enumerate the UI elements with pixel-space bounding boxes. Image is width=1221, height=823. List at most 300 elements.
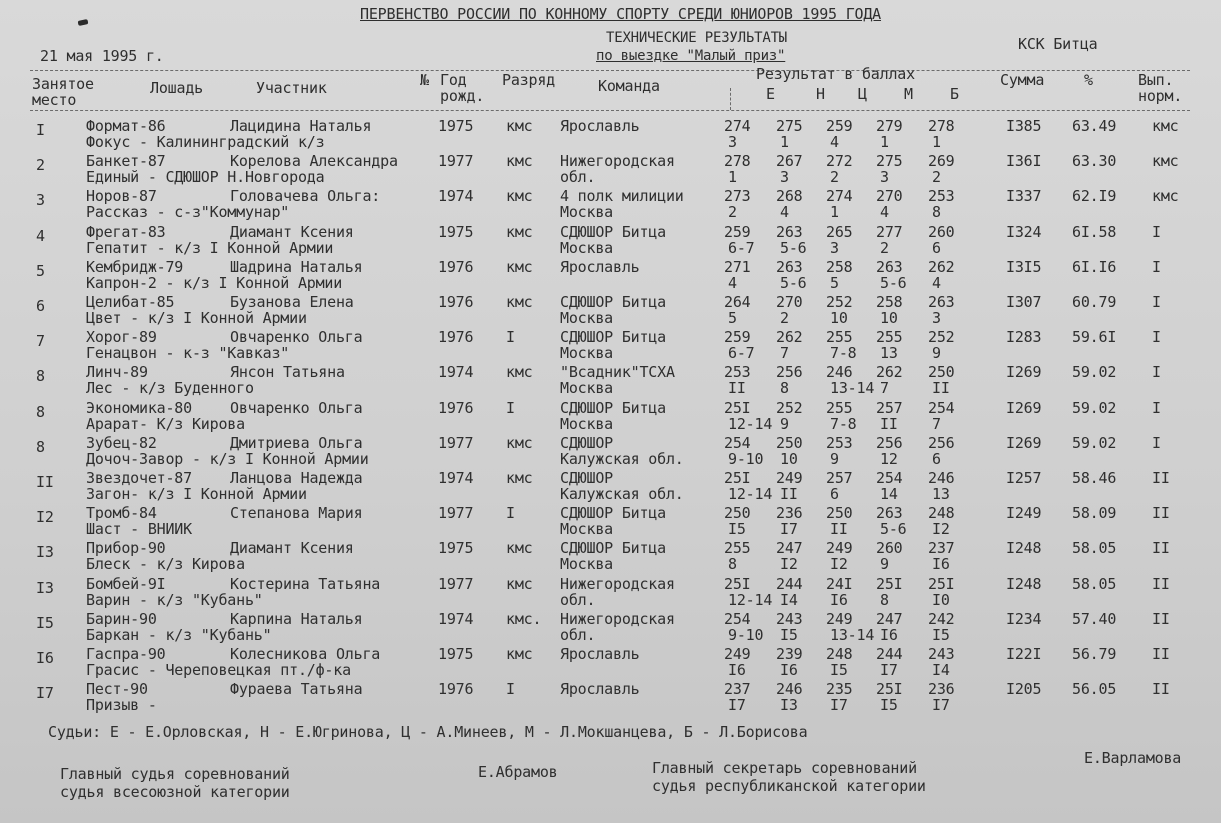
row-place: 8 bbox=[36, 403, 45, 421]
judge-score: 24I bbox=[826, 575, 853, 593]
judge-score: 249 bbox=[724, 645, 751, 663]
col-rank-header: Разряд bbox=[502, 71, 555, 89]
judge-score: 237 bbox=[928, 539, 955, 557]
row-place: 3 bbox=[36, 191, 45, 209]
header-bottom-rule bbox=[30, 110, 1190, 111]
judge-score: 274 bbox=[826, 187, 853, 205]
row-rank: I bbox=[506, 328, 515, 346]
secretary-category: судья республиканской категории bbox=[652, 777, 926, 795]
judge-place: 3 bbox=[780, 168, 789, 186]
row-team: СДЮШОР Битца bbox=[560, 328, 666, 346]
judge-place: 13 bbox=[932, 485, 950, 503]
judge-score: 249 bbox=[776, 469, 803, 487]
chief-judge-name: Е.Абрамов bbox=[478, 763, 558, 781]
judge-score: 25I bbox=[724, 399, 751, 417]
row-team: Нижегородская bbox=[560, 152, 675, 170]
judge-place: 10 bbox=[780, 450, 798, 468]
judge-place: 4 bbox=[728, 274, 737, 292]
judge-score: 246 bbox=[826, 363, 853, 381]
judge-score: 274 bbox=[724, 117, 751, 135]
judge-score: 271 bbox=[724, 258, 751, 276]
judge-place: II bbox=[932, 379, 950, 397]
judges-line: Судьи: Е - Е.Орловская, Н - Е.Югринова, Ц - А.Минеев, М - Л.Мокшанцева, Б - Л.Борисова bbox=[48, 723, 808, 741]
row-year: 1977 bbox=[438, 575, 474, 593]
row-team: СДЮШОР Битца bbox=[560, 293, 666, 311]
row-sum: I248 bbox=[1006, 539, 1042, 557]
row-breeding: Варин - к/з "Кубань" bbox=[86, 591, 263, 609]
judge-place: I2 bbox=[932, 520, 950, 538]
row-horse: Прибор-90 bbox=[86, 539, 166, 557]
judge-place: 3 bbox=[932, 309, 941, 327]
document-date: 21 мая 1995 г. bbox=[40, 47, 164, 65]
row-horse: Банкет-87 bbox=[86, 152, 166, 170]
row-horse: Целибат-85 bbox=[86, 293, 175, 311]
judge-place: 7-8 bbox=[830, 415, 857, 433]
row-pct: 63.49 bbox=[1072, 117, 1117, 135]
row-place: I5 bbox=[36, 614, 54, 632]
judge-score: 255 bbox=[826, 399, 853, 417]
judge-score: 249 bbox=[826, 539, 853, 557]
row-pct: 59.02 bbox=[1072, 399, 1117, 417]
row-rider: Лацидина Наталья bbox=[230, 117, 372, 135]
judge-place: 9-10 bbox=[728, 626, 764, 644]
judge-score: 256 bbox=[928, 434, 955, 452]
row-breeding: Рассказ - с-з"Коммунар" bbox=[86, 203, 290, 221]
row-pct: 59.6I bbox=[1072, 328, 1117, 346]
judge-score: 244 bbox=[776, 575, 803, 593]
row-team-line2: Калужская обл. bbox=[560, 450, 684, 468]
judge-place: 12-14 bbox=[728, 415, 773, 433]
judge-score: 262 bbox=[876, 363, 903, 381]
judge-score: 254 bbox=[724, 434, 751, 452]
row-team-line2: Москва bbox=[560, 344, 613, 362]
row-team-line2: Москва bbox=[560, 379, 613, 397]
judge-place: 4 bbox=[780, 203, 789, 221]
judge-score: 270 bbox=[876, 187, 903, 205]
judge-n-header: Н bbox=[816, 85, 825, 103]
judge-place: 2 bbox=[880, 239, 889, 257]
judge-score: 257 bbox=[876, 399, 903, 417]
judge-place: 7 bbox=[880, 379, 889, 397]
row-sum: I234 bbox=[1006, 610, 1042, 628]
chief-judge-category: судья всесоюзной категории bbox=[60, 783, 290, 801]
row-year: 1974 bbox=[438, 469, 474, 487]
row-horse: Формат-86 bbox=[86, 117, 166, 135]
row-breeding: Фокус - Калининградский к/з bbox=[86, 133, 325, 151]
judge-score: 259 bbox=[826, 117, 853, 135]
judge-score: 253 bbox=[826, 434, 853, 452]
row-team: Нижегородская bbox=[560, 575, 675, 593]
judge-score: 275 bbox=[776, 117, 803, 135]
row-pct: 58.05 bbox=[1072, 539, 1117, 557]
judge-score: 236 bbox=[776, 504, 803, 522]
judge-score: 252 bbox=[928, 328, 955, 346]
judge-place: I7 bbox=[728, 696, 746, 714]
judge-score: 255 bbox=[826, 328, 853, 346]
row-rider: Головачева Ольга: bbox=[230, 187, 381, 205]
row-team-line2: обл. bbox=[560, 168, 596, 186]
row-team-line2: Москва bbox=[560, 555, 613, 573]
row-team: Ярославль bbox=[560, 117, 640, 135]
judge-place: 13-14 bbox=[830, 379, 875, 397]
judge-score: 248 bbox=[826, 645, 853, 663]
judge-place: 9 bbox=[880, 555, 889, 573]
document-venue: КСК Битца bbox=[1018, 35, 1098, 53]
judge-place: 13 bbox=[880, 344, 898, 362]
judge-place: 1 bbox=[880, 133, 889, 151]
row-horse: Пест-90 bbox=[86, 680, 148, 698]
ink-mark bbox=[78, 19, 89, 26]
row-norm: I bbox=[1152, 363, 1161, 381]
row-rank: I bbox=[506, 504, 515, 522]
judge-place: I5 bbox=[728, 520, 746, 538]
judge-score: 243 bbox=[928, 645, 955, 663]
judge-m-header: М bbox=[904, 85, 913, 103]
row-team: СДЮШОР bbox=[560, 434, 613, 452]
judge-score: 254 bbox=[724, 610, 751, 628]
row-breeding: Капрон-2 - к/з I Конной Армии bbox=[86, 274, 343, 292]
row-rider: Овчаренко Ольга bbox=[230, 399, 363, 417]
judge-score: 249 bbox=[826, 610, 853, 628]
row-place: 5 bbox=[36, 262, 45, 280]
row-sum: I22I bbox=[1006, 645, 1042, 663]
col-rider-header: Участник bbox=[256, 79, 327, 97]
row-horse: Фрегат-83 bbox=[86, 223, 166, 241]
judge-score: 263 bbox=[928, 293, 955, 311]
judge-score: 246 bbox=[776, 680, 803, 698]
judge-place: 2 bbox=[728, 203, 737, 221]
row-rank: кмс bbox=[506, 363, 533, 381]
judge-place: 3 bbox=[880, 168, 889, 186]
row-team: СДЮШОР Битца bbox=[560, 504, 666, 522]
judge-score: 250 bbox=[724, 504, 751, 522]
judge-place: 2 bbox=[780, 309, 789, 327]
row-pct: 60.79 bbox=[1072, 293, 1117, 311]
row-year: 1976 bbox=[438, 680, 474, 698]
row-team: СДЮШОР Битца bbox=[560, 539, 666, 557]
row-rank: кмс. bbox=[506, 610, 542, 628]
row-rank: I bbox=[506, 399, 515, 417]
judge-place: I5 bbox=[780, 626, 798, 644]
row-horse: Барин-90 bbox=[86, 610, 157, 628]
row-pct: 62.I9 bbox=[1072, 187, 1117, 205]
row-norm: кмс bbox=[1152, 152, 1179, 170]
row-breeding: Загон- к/з I Конной Армии bbox=[86, 485, 307, 503]
judge-place: II bbox=[880, 415, 898, 433]
row-rank: кмс bbox=[506, 293, 533, 311]
judge-score: 278 bbox=[724, 152, 751, 170]
row-rider: Шадрина Наталья bbox=[230, 258, 363, 276]
row-pct: 56.79 bbox=[1072, 645, 1117, 663]
judge-score: 244 bbox=[876, 645, 903, 663]
row-place: I3 bbox=[36, 579, 54, 597]
judge-score: 243 bbox=[776, 610, 803, 628]
row-norm: кмс bbox=[1152, 187, 1179, 205]
judge-place: 6-7 bbox=[728, 239, 755, 257]
judge-place: 4 bbox=[830, 133, 839, 151]
row-team: 4 полк милиции bbox=[560, 187, 684, 205]
judge-score: 263 bbox=[776, 223, 803, 241]
row-norm: II bbox=[1152, 680, 1170, 698]
judge-place: 2 bbox=[932, 168, 941, 186]
row-pct: 58.05 bbox=[1072, 575, 1117, 593]
row-horse: Норов-87 bbox=[86, 187, 157, 205]
judge-place: 1 bbox=[932, 133, 941, 151]
col-place-header: Занятое место bbox=[32, 75, 94, 109]
row-team-line2: Москва bbox=[560, 239, 613, 257]
judge-place: I5 bbox=[830, 661, 848, 679]
judge-place: 8 bbox=[932, 203, 941, 221]
chief-judge-title: Главный судья соревнований bbox=[60, 765, 290, 783]
row-sum: I257 bbox=[1006, 469, 1042, 487]
row-pct: 58.09 bbox=[1072, 504, 1117, 522]
judge-score: 260 bbox=[928, 223, 955, 241]
row-pct: 59.02 bbox=[1072, 363, 1117, 381]
judge-score: 237 bbox=[724, 680, 751, 698]
row-place: II bbox=[36, 473, 54, 491]
scores-divider bbox=[730, 88, 731, 110]
row-year: 1976 bbox=[438, 258, 474, 276]
judge-place: 9-10 bbox=[728, 450, 764, 468]
judge-place: 6 bbox=[830, 485, 839, 503]
row-norm: I bbox=[1152, 258, 1161, 276]
row-pct: 58.46 bbox=[1072, 469, 1117, 487]
judge-place: 5 bbox=[830, 274, 839, 292]
judge-place: I5 bbox=[880, 696, 898, 714]
judge-place: 7 bbox=[780, 344, 789, 362]
judge-place: II bbox=[780, 485, 798, 503]
judge-score: 279 bbox=[876, 117, 903, 135]
row-norm: I bbox=[1152, 328, 1161, 346]
secretary-title: Главный секретарь соревнований bbox=[652, 759, 917, 777]
row-sum: I249 bbox=[1006, 504, 1042, 522]
row-norm: I bbox=[1152, 399, 1161, 417]
row-sum: I36I bbox=[1006, 152, 1042, 170]
row-team: Ярославль bbox=[560, 680, 640, 698]
judge-score: 247 bbox=[776, 539, 803, 557]
judge-place: I3 bbox=[780, 696, 798, 714]
row-sum: I269 bbox=[1006, 434, 1042, 452]
judge-place: 8 bbox=[780, 379, 789, 397]
judge-score: 25I bbox=[876, 575, 903, 593]
row-rider: Диамант Ксения bbox=[230, 223, 354, 241]
judge-place: II bbox=[830, 520, 848, 538]
row-year: 1975 bbox=[438, 539, 474, 557]
row-horse: Гаспра-90 bbox=[86, 645, 166, 663]
row-pct: 6I.58 bbox=[1072, 223, 1117, 241]
row-breeding: Шаст - ВНИИК bbox=[86, 520, 192, 538]
row-year: 1975 bbox=[438, 645, 474, 663]
row-rider: Ланцова Надежда bbox=[230, 469, 363, 487]
row-year: 1976 bbox=[438, 328, 474, 346]
judge-score: 239 bbox=[776, 645, 803, 663]
judge-score: 247 bbox=[876, 610, 903, 628]
judge-place: I6 bbox=[880, 626, 898, 644]
row-horse: Звездочет-87 bbox=[86, 469, 192, 487]
judge-place: 9 bbox=[780, 415, 789, 433]
judge-place: 6-7 bbox=[728, 344, 755, 362]
row-place: I7 bbox=[36, 684, 54, 702]
row-rank: кмс bbox=[506, 117, 533, 135]
col-number-header: № bbox=[420, 71, 429, 89]
row-team: СДЮШОР bbox=[560, 469, 613, 487]
judge-place: 5-6 bbox=[880, 520, 907, 538]
judge-score: 25I bbox=[724, 575, 751, 593]
judge-score: 252 bbox=[776, 399, 803, 417]
judge-place: 8 bbox=[728, 555, 737, 573]
col-horse-header: Лошадь bbox=[150, 79, 203, 97]
row-rider: Овчаренко Ольга bbox=[230, 328, 363, 346]
document-subtitle: ТЕХНИЧЕСКИЕ РЕЗУЛЬТАТЫ bbox=[606, 30, 788, 46]
row-sum: I337 bbox=[1006, 187, 1042, 205]
row-breeding: Генацвон - к-з "Кавказ" bbox=[86, 344, 290, 362]
judge-place: I0 bbox=[932, 591, 950, 609]
judge-place: II bbox=[728, 379, 746, 397]
row-rider: Бузанова Елена bbox=[230, 293, 354, 311]
judge-score: 278 bbox=[928, 117, 955, 135]
judge-score: 277 bbox=[876, 223, 903, 241]
judge-score: 254 bbox=[928, 399, 955, 417]
row-team: "Всадник"ТСХА bbox=[560, 363, 675, 381]
judge-place: 12 bbox=[880, 450, 898, 468]
row-breeding: Блеск - к/з Кирова bbox=[86, 555, 245, 573]
judge-place: 12-14 bbox=[728, 591, 773, 609]
judge-score: 259 bbox=[724, 328, 751, 346]
row-rider: Костерина Татьяна bbox=[230, 575, 381, 593]
row-year: 1974 bbox=[438, 363, 474, 381]
row-year: 1976 bbox=[438, 399, 474, 417]
row-year: 1975 bbox=[438, 117, 474, 135]
row-rider: Фураева Татьяна bbox=[230, 680, 363, 698]
row-horse: Тромб-84 bbox=[86, 504, 157, 522]
judge-place: 14 bbox=[880, 485, 898, 503]
row-rider: Корелова Александра bbox=[230, 152, 398, 170]
judge-place: 3 bbox=[728, 133, 737, 151]
judge-score: 256 bbox=[776, 363, 803, 381]
row-sum: I307 bbox=[1006, 293, 1042, 311]
judge-place: 5-6 bbox=[780, 239, 807, 257]
row-norm: II bbox=[1152, 610, 1170, 628]
row-team: Ярославль bbox=[560, 645, 640, 663]
row-breeding: Цвет - к/з I Конной Армии bbox=[86, 309, 307, 327]
row-rider: Степанова Мария bbox=[230, 504, 363, 522]
judge-score: 25I bbox=[876, 680, 903, 698]
row-team-line2: обл. bbox=[560, 626, 596, 644]
judge-score: 263 bbox=[876, 504, 903, 522]
row-sum: I283 bbox=[1006, 328, 1042, 346]
judge-place: 7-8 bbox=[830, 344, 857, 362]
judge-score: 273 bbox=[724, 187, 751, 205]
row-year: 1977 bbox=[438, 152, 474, 170]
row-place: 8 bbox=[36, 438, 45, 456]
row-pct: 57.40 bbox=[1072, 610, 1117, 628]
row-year: 1974 bbox=[438, 610, 474, 628]
judge-score: 263 bbox=[876, 258, 903, 276]
judge-score: 236 bbox=[928, 680, 955, 698]
row-sum: I205 bbox=[1006, 680, 1042, 698]
row-rider: Янсон Татьяна bbox=[230, 363, 345, 381]
judge-place: 4 bbox=[932, 274, 941, 292]
judge-place: 9 bbox=[932, 344, 941, 362]
row-horse: Хорог-89 bbox=[86, 328, 157, 346]
row-norm: кмс bbox=[1152, 117, 1179, 135]
judge-e-header: Е bbox=[766, 85, 775, 103]
row-sum: I269 bbox=[1006, 363, 1042, 381]
col-result-header: Результат в баллах bbox=[756, 65, 915, 83]
judge-score: 264 bbox=[724, 293, 751, 311]
row-rider: Диамант Ксения bbox=[230, 539, 354, 557]
row-breeding: Дочоч-Завор - к/з I Конной Армии bbox=[86, 450, 369, 468]
judge-place: I6 bbox=[728, 661, 746, 679]
judge-score: 255 bbox=[724, 539, 751, 557]
judge-b-header: Б bbox=[950, 85, 959, 103]
judge-place: 12-14 bbox=[728, 485, 773, 503]
secretary-name: Е.Варламова bbox=[1084, 749, 1182, 767]
judge-place: 1 bbox=[830, 203, 839, 221]
row-rank: кмс bbox=[506, 187, 533, 205]
row-rank: кмс bbox=[506, 434, 533, 452]
row-year: 1975 bbox=[438, 223, 474, 241]
document-title: ПЕРВЕНСТВО РОССИИ ПО КОННОМУ СПОРТУ СРЕДИ ЮНИОРОВ 1995 ГОДА bbox=[360, 5, 882, 23]
judge-place: I2 bbox=[830, 555, 848, 573]
row-horse: Линч-89 bbox=[86, 363, 148, 381]
judge-score: 250 bbox=[826, 504, 853, 522]
judge-score: 246 bbox=[928, 469, 955, 487]
judge-c-header: Ц bbox=[858, 85, 867, 103]
judge-score: 242 bbox=[928, 610, 955, 628]
judge-score: 262 bbox=[928, 258, 955, 276]
judge-score: 235 bbox=[826, 680, 853, 698]
row-breeding: Лес - к/з Буденного bbox=[86, 379, 254, 397]
judge-score: 272 bbox=[826, 152, 853, 170]
judge-place: I6 bbox=[932, 555, 950, 573]
row-pct: 56.05 bbox=[1072, 680, 1117, 698]
judge-score: 256 bbox=[876, 434, 903, 452]
judge-score: 253 bbox=[724, 363, 751, 381]
judge-place: 4 bbox=[880, 203, 889, 221]
row-breeding: Призыв - bbox=[86, 696, 157, 714]
row-place: I6 bbox=[36, 649, 54, 667]
row-norm: I bbox=[1152, 434, 1161, 452]
judge-place: 6 bbox=[932, 239, 941, 257]
row-place: I3 bbox=[36, 543, 54, 561]
judge-place: I6 bbox=[830, 591, 848, 609]
row-team-line2: Москва bbox=[560, 309, 613, 327]
row-rank: кмс bbox=[506, 575, 533, 593]
judge-score: 260 bbox=[876, 539, 903, 557]
row-pct: 6I.I6 bbox=[1072, 258, 1117, 276]
judge-place: 13-14 bbox=[830, 626, 875, 644]
judge-place: 2 bbox=[830, 168, 839, 186]
row-sum: I3I5 bbox=[1006, 258, 1042, 276]
judge-score: 265 bbox=[826, 223, 853, 241]
judge-score: 255 bbox=[876, 328, 903, 346]
judge-place: I7 bbox=[830, 696, 848, 714]
judge-score: 248 bbox=[928, 504, 955, 522]
row-place: 8 bbox=[36, 367, 45, 385]
judge-score: 254 bbox=[876, 469, 903, 487]
judge-score: 259 bbox=[724, 223, 751, 241]
row-rank: кмс bbox=[506, 152, 533, 170]
judge-place: I7 bbox=[932, 696, 950, 714]
row-year: 1974 bbox=[438, 187, 474, 205]
judge-place: 10 bbox=[830, 309, 848, 327]
col-norm-header: Вып. норм. bbox=[1138, 71, 1183, 105]
row-team: СДЮШОР Битца bbox=[560, 223, 666, 241]
row-place: I2 bbox=[36, 508, 54, 526]
col-team-header: Команда bbox=[598, 77, 660, 95]
row-rider: Колесникова Ольга bbox=[230, 645, 381, 663]
